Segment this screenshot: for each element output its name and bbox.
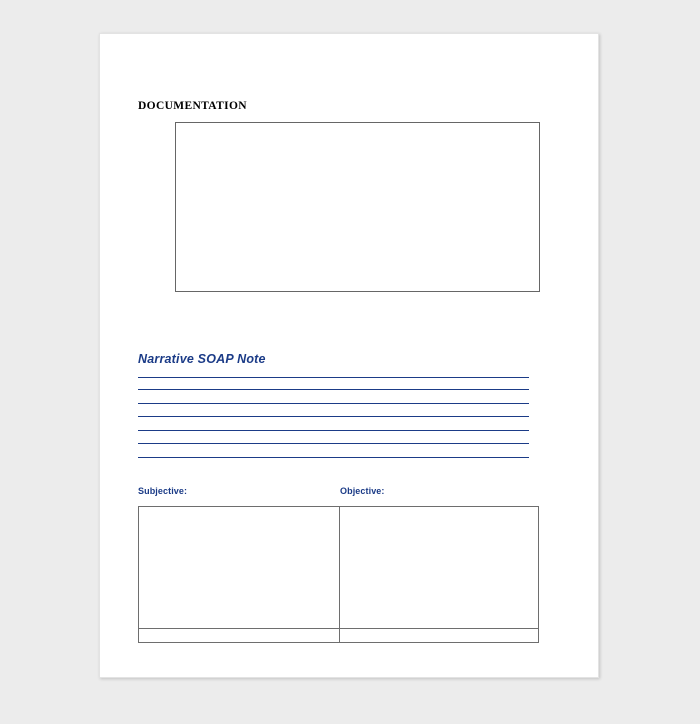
table-cell-objective[interactable] (340, 507, 538, 628)
writing-line[interactable] (138, 404, 529, 418)
documentation-box[interactable] (175, 122, 540, 292)
writing-line[interactable] (138, 444, 529, 458)
writing-line[interactable] (138, 431, 529, 445)
table-cell-objective-footer[interactable] (340, 629, 538, 642)
page-title: DOCUMENTATION (138, 100, 247, 112)
writing-line[interactable] (138, 417, 529, 431)
table-row (139, 507, 538, 628)
document-page (99, 33, 599, 678)
narrative-soap-note-heading: Narrative SOAP Note (138, 352, 266, 366)
table-cell-subjective-footer[interactable] (139, 629, 340, 642)
column-header-objective: Objective: (340, 486, 385, 496)
column-header-subjective: Subjective: (138, 486, 188, 496)
narrative-writing-lines (138, 377, 529, 458)
soap-column-headers (138, 486, 539, 496)
table-row (139, 628, 538, 642)
writing-line[interactable] (138, 390, 529, 404)
writing-line[interactable] (138, 377, 529, 390)
table-cell-subjective[interactable] (139, 507, 340, 628)
soap-table (138, 506, 539, 643)
